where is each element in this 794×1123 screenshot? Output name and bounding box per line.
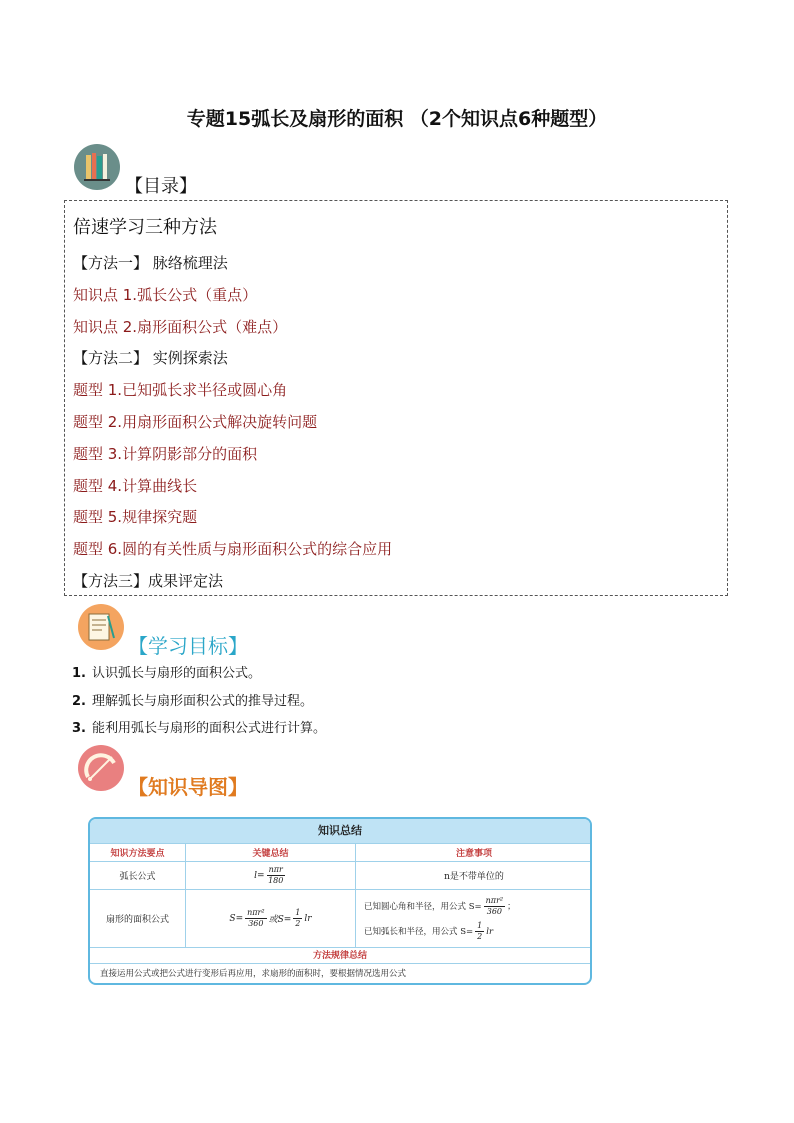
goal-number: 2. [72, 694, 86, 709]
arc-length-formula [186, 862, 355, 889]
goal-text: 理解弧长与扇形面积公式的推导过程。 [92, 694, 314, 709]
notebook-icon [78, 604, 124, 650]
knowledge-map-heading: 【知识导图】 [128, 775, 248, 799]
note-text: lr [486, 926, 494, 937]
numerator: 1 [477, 920, 483, 930]
toc-line[interactable]: 题型 2.用扇形面积公式解决旋转问题 [73, 413, 318, 431]
goal-text: 认识弧长与扇形的面积公式。 [92, 666, 262, 681]
numerator: nπr² [247, 908, 265, 917]
note-text: 已知圆心角和半径，用公式 S= [364, 901, 482, 912]
goal-number: 3. [72, 721, 86, 736]
denominator: 2 [295, 919, 301, 928]
fraction [484, 896, 505, 917]
goal-item [72, 717, 326, 736]
knowledge-table [88, 817, 592, 985]
column-header: 关键总结 [252, 849, 289, 859]
denominator: 360 [248, 919, 264, 928]
toc-line[interactable]: 题型 6.圆的有关性质与扇形面积公式的综合应用 [73, 540, 393, 558]
fraction [293, 908, 302, 929]
row-label: 扇形的面积公式 [105, 915, 169, 925]
note-text: ； [507, 901, 516, 912]
document-title: 专题15弧长及扇形的面积 （2个知识点6种题型） [186, 108, 608, 130]
row-note: n是不带单位的 [444, 872, 504, 882]
toc-line[interactable]: 题型 5.规律探究题 [73, 508, 198, 526]
method-summary-text: 直接运用公式或把公式进行变形后再应用，求扇形的面积时，要根据情况选用公式 [100, 969, 407, 979]
formula-part: S= [229, 913, 244, 924]
toc-line[interactable]: 【方法一】 脉络梳理法 [73, 254, 228, 272]
column-header: 注意事项 [455, 849, 492, 859]
sector-area-formula [186, 890, 355, 947]
method-summary-heading: 方法规律总结 [312, 951, 367, 961]
table-title: 知识总结 [90, 819, 590, 843]
note-line [364, 921, 493, 942]
numerator: nπr [268, 865, 283, 874]
books-icon [74, 144, 120, 190]
denominator: 180 [268, 876, 284, 885]
toc-line[interactable]: 知识点 2.扇形面积公式（难点） [73, 318, 288, 336]
protractor-icon [78, 745, 124, 791]
goal-item [72, 662, 261, 681]
goal-text: 能利用弧长与扇形的面积公式进行计算。 [92, 721, 327, 736]
column-header: 知识方法要点 [110, 849, 165, 859]
goals-heading: 【学习目标】 [128, 634, 248, 658]
formula-part: lr [304, 913, 312, 924]
row-note [356, 890, 592, 947]
toc-line[interactable]: 倍速学习三种方法 [73, 217, 217, 238]
toc-line[interactable]: 题型 4.计算曲线长 [73, 477, 198, 495]
numerator: nπr² [485, 895, 504, 905]
formula-part: l= [254, 870, 265, 881]
toc-line[interactable]: 题型 3.计算阴影部分的面积 [73, 445, 258, 463]
note-text: 已知弧长和半径，用公式 S= [364, 926, 474, 937]
denominator: 360 [486, 906, 503, 916]
toc-line[interactable]: 题型 1.已知弧长求半径或圆心角 [73, 381, 288, 399]
note-line [364, 896, 516, 917]
fraction [245, 908, 266, 929]
toc-heading: 【目录】 [125, 176, 197, 197]
numerator: 1 [295, 908, 301, 917]
toc-box [64, 200, 728, 596]
toc-line[interactable]: 【方法三】成果评定法 [73, 572, 224, 590]
row-label: 弧长公式 [119, 872, 156, 882]
denominator: 2 [477, 931, 483, 941]
fraction [475, 921, 484, 942]
formula-part: 或S= [268, 915, 292, 925]
goal-item [72, 690, 313, 709]
toc-line[interactable]: 【方法二】 实例探索法 [73, 349, 228, 367]
toc-line[interactable]: 知识点 1.弧长公式（重点） [73, 286, 258, 304]
goal-number: 1. [72, 666, 86, 681]
fraction [267, 865, 285, 886]
